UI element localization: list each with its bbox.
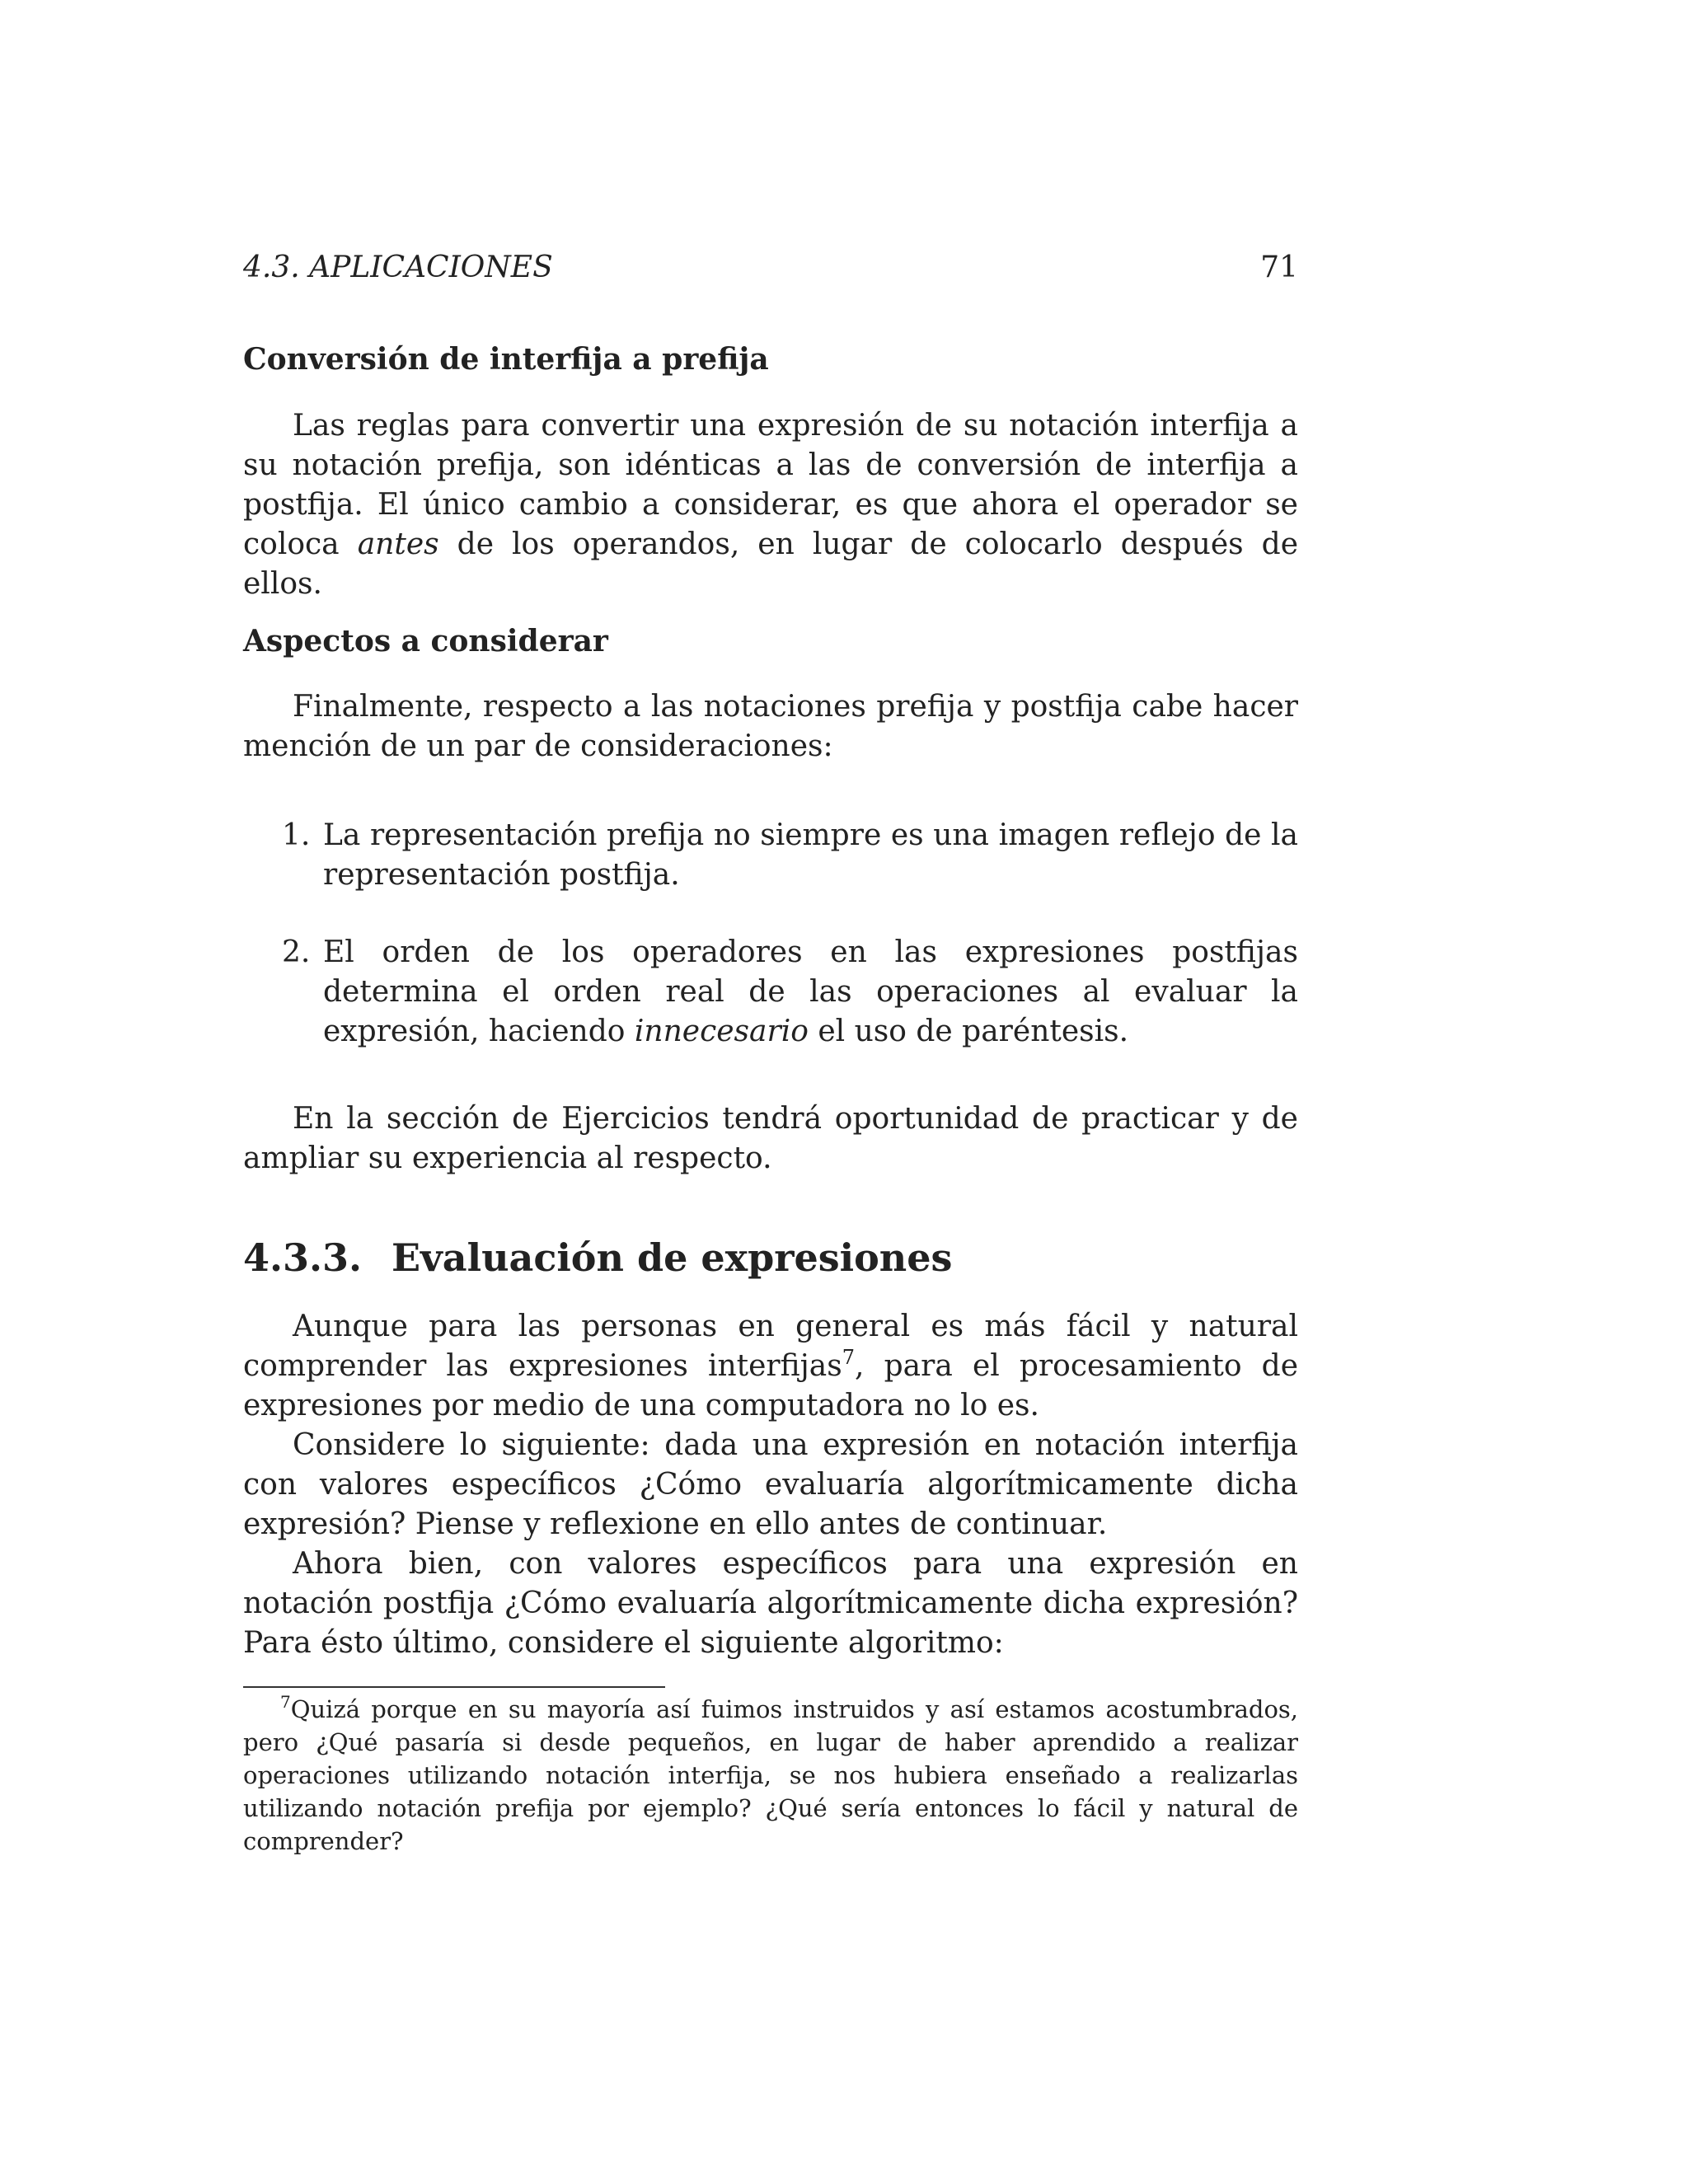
paragraph-aspectos-closing — [243, 1099, 1298, 1179]
list-item — [243, 816, 1298, 895]
list-item-text-end: el uso de paréntesis. — [808, 1015, 1129, 1048]
footnote-divider — [243, 1686, 665, 1688]
paragraph-text-end: de los operandos, en lugar de colocarlo después de ellos. — [243, 527, 1298, 601]
subsection-title-conversion: Conversión de interfija a prefija — [243, 342, 769, 377]
paragraph-conversion — [243, 406, 1298, 604]
document-page — [243, 0, 1298, 2184]
paragraph-text: En la sección de Ejercicios tendrá oportunidad de practicar y de ampliar su experiencia al respecto. — [243, 1102, 1298, 1175]
running-head-section: 4.3. APLICACIONES — [243, 251, 553, 284]
footnote-mark: 7 — [280, 1692, 291, 1712]
list-item-text: El orden de los operadores en las expresiones postfijas determina el orden real de las operaciones al evaluar la expresión, haciendo — [323, 935, 1298, 1048]
paragraph-text: Finalmente, respecto a las notaciones prefija y postfija cabe hacer mención de un par de consideraciones: — [243, 690, 1298, 763]
paragraph-text: Aunque para las personas en general es más fácil y natural comprender las expresiones interfijas — [243, 1310, 1298, 1383]
considerations-list-2 — [243, 933, 1298, 1052]
footnote-reference: 7 — [842, 1346, 856, 1369]
subsection-title-aspectos: Aspectos a considerar — [243, 624, 608, 658]
paragraph: Ahora bien, con valores específicos para una expresión en notación postfija ¿Cómo evaluaría algorítmicamente dicha expresión? Para ésto último, considere el siguiente algoritmo: — [243, 1547, 1298, 1660]
list-item-text: La representación prefija no siempre es una imagen reflejo de la representación postfija. — [323, 818, 1298, 892]
section-heading — [243, 1231, 952, 1284]
section-body — [243, 1307, 1298, 1663]
list-item-number: 1. — [282, 818, 311, 852]
list-item-number: 2. — [282, 935, 311, 969]
paragraph-text-end: , para el procesamiento de expresiones por medio de una computadora no lo es. — [243, 1349, 1299, 1422]
paragraph — [243, 1307, 1298, 1426]
considerations-list — [243, 816, 1298, 895]
running-head — [243, 247, 1298, 288]
paragraph-aspectos-intro — [243, 687, 1298, 766]
page-number: 71 — [1260, 251, 1298, 284]
emphasis-text: innecesario — [634, 1015, 809, 1048]
section-number: 4.3.3. — [243, 1235, 363, 1280]
section-title: Evaluación de expresiones — [392, 1235, 953, 1280]
paragraph-text: Las reglas para convertir una expresión de su notación interfija a su notación prefija, son idénticas a las de conversión de interfija a postfija. El único cambio a considerar, es que ahora el operador se coloca — [243, 409, 1298, 561]
footnote — [243, 1693, 1298, 1858]
paragraph: Considere lo siguiente: dada una expresión en notación interfija con valores específicos ¿Cómo evaluaría algorítmicamente dicha expresión? Piense y reflexione en ello antes de continuar. — [243, 1428, 1298, 1541]
footnote-text: Quizá porque en su mayoría así fuimos instruidos y así estamos acostumbrados, pero ¿Qué pasaría si desde pequeños, en lugar de haber aprendido a realizar operaciones utilizando notación interfija, se nos hubiera enseñado a realizarlas utilizando notación prefija por ejemplo? ¿Qué sería entonces lo fácil y natural de comprender? — [243, 1695, 1298, 1855]
list-item — [243, 933, 1298, 1052]
emphasis-text: antes — [357, 527, 439, 561]
